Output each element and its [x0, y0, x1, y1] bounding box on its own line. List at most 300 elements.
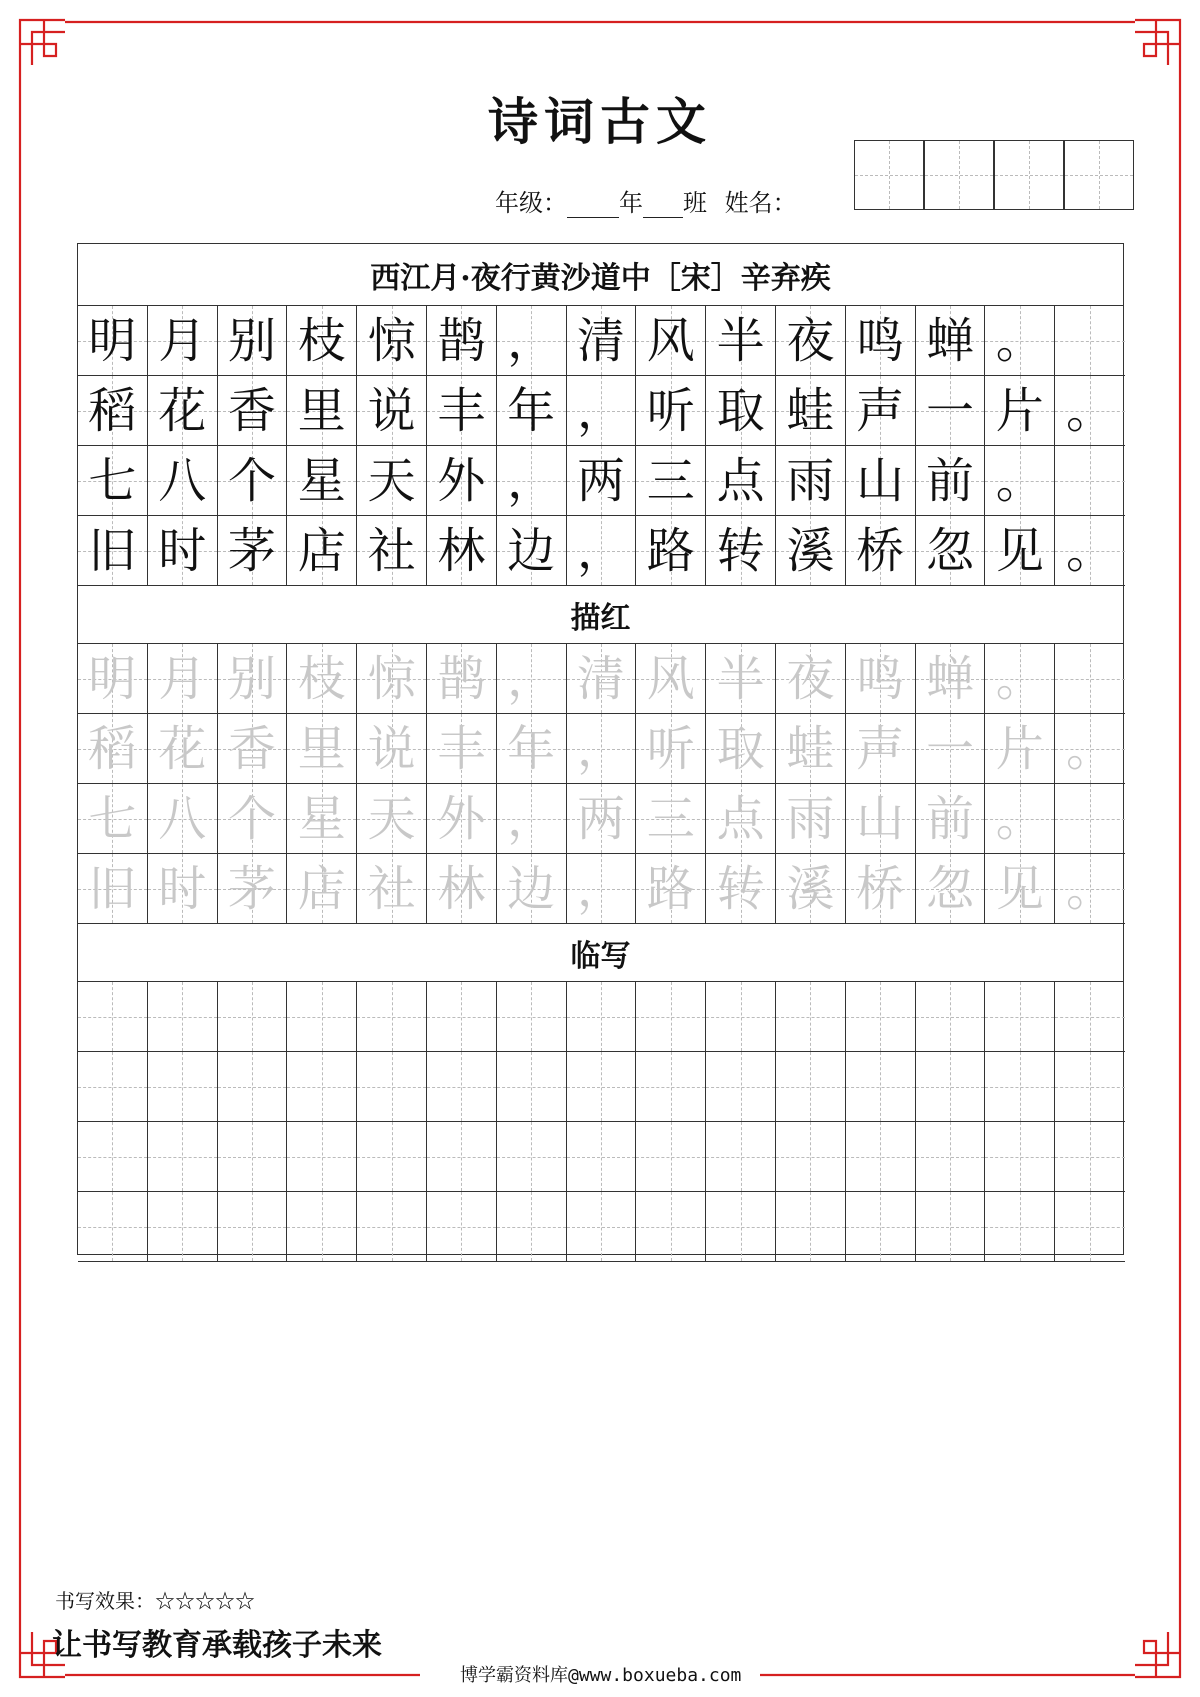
trace-cell[interactable]	[985, 854, 1055, 924]
character: 林	[437, 860, 486, 917]
character: 夜	[786, 650, 835, 707]
character: 七	[88, 790, 137, 847]
trace-cell[interactable]	[427, 644, 497, 714]
character: 星	[297, 452, 346, 509]
character: 个	[227, 452, 276, 509]
copy-cell[interactable]	[427, 1122, 497, 1192]
poem-cell	[287, 306, 357, 376]
character: 夜	[786, 312, 835, 369]
character: 取	[716, 720, 765, 777]
copy-cell[interactable]	[287, 1192, 357, 1262]
poem-row	[78, 376, 1123, 446]
class-blank[interactable]	[643, 195, 683, 218]
character: 鹊	[437, 650, 486, 707]
copy-row	[78, 1122, 1123, 1192]
trace-cell[interactable]	[218, 644, 288, 714]
copy-cell[interactable]	[497, 1192, 567, 1262]
trace-row	[78, 854, 1123, 924]
poem-cell	[218, 516, 288, 586]
copy-cell[interactable]	[916, 1192, 986, 1262]
copy-cell[interactable]	[567, 1052, 637, 1122]
character: 社	[367, 522, 416, 579]
copy-cell[interactable]	[567, 982, 637, 1052]
character: 见	[995, 860, 1044, 917]
copy-cell[interactable]	[706, 1192, 776, 1262]
character: 茅	[227, 860, 276, 917]
copy-cell[interactable]	[78, 1052, 148, 1122]
poem-cell	[916, 306, 986, 376]
copy-cell[interactable]	[427, 1192, 497, 1262]
copy-cell[interactable]	[357, 982, 427, 1052]
character: 旧	[88, 522, 137, 579]
trace-cell[interactable]	[706, 714, 776, 784]
copy-cell[interactable]	[497, 1052, 567, 1122]
copy-cell[interactable]	[636, 1192, 706, 1262]
character: ，	[576, 382, 625, 439]
trace-cell[interactable]	[916, 784, 986, 854]
character: ，	[507, 790, 556, 847]
character: 天	[367, 452, 416, 509]
character: 一	[925, 382, 974, 439]
character: 雨	[786, 452, 835, 509]
character: 说	[367, 720, 416, 777]
trace-cell[interactable]	[706, 854, 776, 924]
character: 路	[646, 860, 695, 917]
character: 明	[88, 650, 137, 707]
copy-cell[interactable]	[776, 1122, 846, 1192]
character: 枝	[297, 312, 346, 369]
character: 里	[297, 382, 346, 439]
trace-cell[interactable]	[427, 714, 497, 784]
copy-cell[interactable]	[218, 1192, 288, 1262]
character: 年	[507, 720, 556, 777]
trace-heading: 描红	[78, 586, 1123, 644]
copy-heading: 临写	[78, 924, 1123, 982]
name-writing-grid[interactable]	[855, 140, 1135, 210]
character: 溪	[786, 522, 835, 579]
class-label: 班	[683, 189, 707, 217]
copy-cell[interactable]	[916, 982, 986, 1052]
poem-cell	[776, 446, 846, 516]
poem-cell	[497, 516, 567, 586]
copy-cell[interactable]	[218, 1122, 288, 1192]
copy-cell[interactable]	[1055, 1192, 1125, 1262]
poem-cell	[567, 516, 637, 586]
poem-cell	[846, 446, 916, 516]
writing-rating: 书写效果：☆☆☆☆☆	[55, 1589, 255, 1613]
character: ，	[576, 720, 625, 777]
trace-cell[interactable]	[636, 784, 706, 854]
character: 别	[227, 650, 276, 707]
copy-cell[interactable]	[846, 1122, 916, 1192]
character: 。	[995, 650, 1044, 707]
copy-row	[78, 982, 1123, 1052]
character: 说	[367, 382, 416, 439]
poem-cell	[1055, 516, 1125, 586]
trace-cell[interactable]	[776, 644, 846, 714]
trace-cell[interactable]	[567, 644, 637, 714]
character: 桥	[856, 860, 905, 917]
poem-cell	[636, 376, 706, 446]
character: 忽	[925, 522, 974, 579]
trace-cell[interactable]	[218, 784, 288, 854]
copy-cell[interactable]	[78, 1192, 148, 1262]
character: 个	[227, 790, 276, 847]
copy-row	[78, 1192, 1123, 1262]
copy-cell[interactable]	[287, 982, 357, 1052]
character: 。	[1066, 860, 1115, 917]
name-cell[interactable]	[854, 140, 924, 210]
poem-cell	[1055, 376, 1125, 446]
character: 两	[576, 452, 625, 509]
poem-cell	[706, 516, 776, 586]
character: 边	[507, 522, 556, 579]
trace-cell[interactable]	[776, 784, 846, 854]
character: 三	[646, 452, 695, 509]
poem-cell	[427, 306, 497, 376]
trace-row	[78, 644, 1123, 714]
poem-cell	[148, 516, 218, 586]
year-label: 年	[619, 189, 643, 217]
poem-cell	[357, 376, 427, 446]
name-cell[interactable]	[1064, 140, 1134, 210]
trace-cell[interactable]	[78, 784, 148, 854]
character: 店	[297, 860, 346, 917]
trace-cell[interactable]	[985, 644, 1055, 714]
slogan: 让书写教育承载孩子未来	[52, 1628, 382, 1663]
trace-cell[interactable]	[427, 784, 497, 854]
copy-cell[interactable]	[916, 1122, 986, 1192]
poem-cell	[985, 306, 1055, 376]
character: 社	[367, 860, 416, 917]
character: 清	[576, 312, 625, 369]
copy-cell[interactable]	[218, 982, 288, 1052]
poem-cell	[497, 306, 567, 376]
poem-cell	[497, 376, 567, 446]
trace-cell[interactable]	[497, 644, 567, 714]
character: 旧	[88, 860, 137, 917]
character: 两	[576, 790, 625, 847]
character: 前	[925, 452, 974, 509]
trace-cell[interactable]	[78, 714, 148, 784]
trace-cell[interactable]	[1055, 644, 1125, 714]
poem-cell	[78, 516, 148, 586]
trace-cell[interactable]	[846, 784, 916, 854]
character: 香	[227, 382, 276, 439]
copy-cell[interactable]	[427, 1052, 497, 1122]
trace-cell[interactable]	[497, 714, 567, 784]
character: 前	[925, 790, 974, 847]
trace-cell[interactable]	[357, 854, 427, 924]
copy-cell[interactable]	[636, 1122, 706, 1192]
copy-cell[interactable]	[357, 1192, 427, 1262]
poem-cell	[148, 446, 218, 516]
character: 花	[158, 720, 207, 777]
character: 转	[716, 522, 765, 579]
poem-row	[78, 306, 1123, 376]
character: 路	[646, 522, 695, 579]
poem-cell	[148, 306, 218, 376]
trace-cell[interactable]	[357, 644, 427, 714]
character: 取	[716, 382, 765, 439]
poem-cell	[706, 306, 776, 376]
copy-cell[interactable]	[148, 1122, 218, 1192]
trace-cell[interactable]	[776, 854, 846, 924]
character: 风	[646, 650, 695, 707]
copy-cell[interactable]	[985, 1052, 1055, 1122]
character: 山	[856, 452, 905, 509]
character: 七	[88, 452, 137, 509]
trace-cell[interactable]	[567, 714, 637, 784]
poem-cell	[148, 376, 218, 446]
poem-cell	[357, 306, 427, 376]
character: 点	[716, 790, 765, 847]
poem-cell	[846, 376, 916, 446]
poem-row	[78, 516, 1123, 586]
character: 星	[297, 790, 346, 847]
copy-cell[interactable]	[357, 1052, 427, 1122]
poem-cell	[776, 376, 846, 446]
student-info	[495, 183, 797, 218]
trace-cell[interactable]	[567, 854, 637, 924]
character: 别	[227, 312, 276, 369]
trace-cell[interactable]	[916, 714, 986, 784]
copy-cell[interactable]	[78, 1122, 148, 1192]
copy-cell[interactable]	[706, 1122, 776, 1192]
trace-cell[interactable]	[706, 784, 776, 854]
character: ，	[576, 522, 625, 579]
character: 枝	[297, 650, 346, 707]
character: 。	[995, 452, 1044, 509]
poem-cell	[78, 376, 148, 446]
poem-cell	[985, 376, 1055, 446]
name-cell[interactable]	[994, 140, 1064, 210]
copy-cell[interactable]	[148, 1192, 218, 1262]
character: 。	[1066, 522, 1115, 579]
copy-cell[interactable]	[706, 982, 776, 1052]
trace-cell[interactable]	[846, 854, 916, 924]
name-cell[interactable]	[924, 140, 994, 210]
trace-cell[interactable]	[287, 644, 357, 714]
character: 店	[297, 522, 346, 579]
character: 片	[995, 720, 1044, 777]
trace-cell[interactable]	[357, 714, 427, 784]
copy-cell[interactable]	[706, 1052, 776, 1122]
character: ，	[507, 452, 556, 509]
poem-grid	[78, 306, 1123, 586]
trace-cell[interactable]	[1055, 854, 1125, 924]
site-watermark: 博学霸资料库@www.boxueba.com	[460, 1665, 742, 1686]
poem-cell	[916, 376, 986, 446]
character: 风	[646, 312, 695, 369]
poem-cell	[776, 306, 846, 376]
copy-cell[interactable]	[846, 982, 916, 1052]
trace-cell[interactable]	[357, 784, 427, 854]
copy-cell[interactable]	[985, 982, 1055, 1052]
poem-cell	[78, 306, 148, 376]
trace-cell[interactable]	[497, 784, 567, 854]
copy-cell[interactable]	[846, 1052, 916, 1122]
character: 惊	[367, 650, 416, 707]
character: 丰	[437, 720, 486, 777]
poem-cell	[916, 446, 986, 516]
trace-cell[interactable]	[148, 854, 218, 924]
character: 。	[995, 312, 1044, 369]
page-title: 诗词古文	[488, 92, 712, 151]
copy-cell[interactable]	[357, 1122, 427, 1192]
character: 花	[158, 382, 207, 439]
copy-cell[interactable]	[1055, 982, 1125, 1052]
copy-cell[interactable]	[776, 982, 846, 1052]
trace-cell[interactable]	[148, 714, 218, 784]
name-label: 姓名：	[724, 189, 797, 217]
character: 一	[925, 720, 974, 777]
trace-cell[interactable]	[985, 714, 1055, 784]
character: 声	[856, 720, 905, 777]
poem-cell	[287, 446, 357, 516]
trace-cell[interactable]	[148, 784, 218, 854]
trace-cell[interactable]	[427, 854, 497, 924]
character: 蛙	[786, 382, 835, 439]
trace-cell[interactable]	[287, 784, 357, 854]
character: 清	[576, 650, 625, 707]
copy-cell[interactable]	[567, 1122, 637, 1192]
copy-cell[interactable]	[636, 1052, 706, 1122]
grade-label: 年级：	[495, 189, 567, 217]
copy-cell[interactable]	[846, 1192, 916, 1262]
character: 见	[995, 522, 1044, 579]
character: 八	[158, 790, 207, 847]
trace-cell[interactable]	[1055, 784, 1125, 854]
trace-cell[interactable]	[985, 784, 1055, 854]
copy-cell[interactable]	[985, 1122, 1055, 1192]
character: 天	[367, 790, 416, 847]
poem-cell	[985, 516, 1055, 586]
copy-cell[interactable]	[287, 1052, 357, 1122]
character: 蛙	[786, 720, 835, 777]
poem-cell	[1055, 306, 1125, 376]
character: 外	[437, 452, 486, 509]
poem-cell	[916, 516, 986, 586]
trace-cell[interactable]	[78, 854, 148, 924]
trace-cell[interactable]	[636, 644, 706, 714]
trace-row	[78, 714, 1123, 784]
poem-cell	[427, 446, 497, 516]
poem-cell	[706, 376, 776, 446]
worksheet	[77, 243, 1124, 1255]
poem-cell	[218, 446, 288, 516]
trace-cell[interactable]	[636, 714, 706, 784]
copy-cell[interactable]	[1055, 1122, 1125, 1192]
trace-cell[interactable]	[776, 714, 846, 784]
trace-cell[interactable]	[916, 854, 986, 924]
poem-cell	[636, 516, 706, 586]
character: 听	[646, 720, 695, 777]
grade-blank[interactable]	[567, 195, 619, 218]
poem-cell	[357, 516, 427, 586]
trace-cell[interactable]	[148, 644, 218, 714]
character: 听	[646, 382, 695, 439]
trace-cell[interactable]	[846, 644, 916, 714]
copy-cell[interactable]	[427, 982, 497, 1052]
character: 转	[716, 860, 765, 917]
character: 忽	[925, 860, 974, 917]
poem-cell	[567, 446, 637, 516]
copy-cell[interactable]	[1055, 1052, 1125, 1122]
copy-cell[interactable]	[287, 1122, 357, 1192]
character: 边	[507, 860, 556, 917]
character: 稻	[88, 720, 137, 777]
copy-cell[interactable]	[497, 1122, 567, 1192]
trace-cell[interactable]	[567, 784, 637, 854]
character: 林	[437, 522, 486, 579]
copy-cell[interactable]	[218, 1052, 288, 1122]
character: ，	[507, 312, 556, 369]
copy-cell[interactable]	[78, 982, 148, 1052]
trace-cell[interactable]	[1055, 714, 1125, 784]
copy-cell[interactable]	[985, 1192, 1055, 1262]
character: 鸣	[856, 650, 905, 707]
trace-cell[interactable]	[846, 714, 916, 784]
copy-cell[interactable]	[567, 1192, 637, 1262]
poem-cell	[776, 516, 846, 586]
copy-cell[interactable]	[776, 1052, 846, 1122]
character: 鹊	[437, 312, 486, 369]
poem-cell	[287, 376, 357, 446]
trace-cell[interactable]	[218, 714, 288, 784]
trace-cell[interactable]	[636, 854, 706, 924]
character: 溪	[786, 860, 835, 917]
character: 。	[1066, 720, 1115, 777]
character: 里	[297, 720, 346, 777]
poem-cell	[706, 446, 776, 516]
character: 稻	[88, 382, 137, 439]
character: 鸣	[856, 312, 905, 369]
poem-cell	[287, 516, 357, 586]
character: 惊	[367, 312, 416, 369]
trace-cell[interactable]	[916, 644, 986, 714]
trace-cell[interactable]	[218, 854, 288, 924]
trace-cell[interactable]	[78, 644, 148, 714]
copy-cell[interactable]	[636, 982, 706, 1052]
character: 丰	[437, 382, 486, 439]
character: 香	[227, 720, 276, 777]
poem-cell	[1055, 446, 1125, 516]
poem-row	[78, 446, 1123, 516]
character: ，	[576, 860, 625, 917]
poem-heading: 西江月·夜行黄沙道中［宋］辛弃疾	[78, 244, 1123, 306]
copy-cell[interactable]	[776, 1192, 846, 1262]
character: 声	[856, 382, 905, 439]
poem-cell	[218, 376, 288, 446]
character: 。	[995, 790, 1044, 847]
trace-cell[interactable]	[287, 854, 357, 924]
trace-cell[interactable]	[706, 644, 776, 714]
poem-cell	[497, 446, 567, 516]
character: 外	[437, 790, 486, 847]
trace-cell[interactable]	[497, 854, 567, 924]
copy-cell[interactable]	[148, 982, 218, 1052]
poem-cell	[985, 446, 1055, 516]
copy-cell[interactable]	[148, 1052, 218, 1122]
copy-cell[interactable]	[497, 982, 567, 1052]
copy-cell[interactable]	[916, 1052, 986, 1122]
trace-cell[interactable]	[287, 714, 357, 784]
trace-row	[78, 784, 1123, 854]
poem-cell	[846, 306, 916, 376]
copy-grid[interactable]	[78, 982, 1123, 1262]
character: 点	[716, 452, 765, 509]
